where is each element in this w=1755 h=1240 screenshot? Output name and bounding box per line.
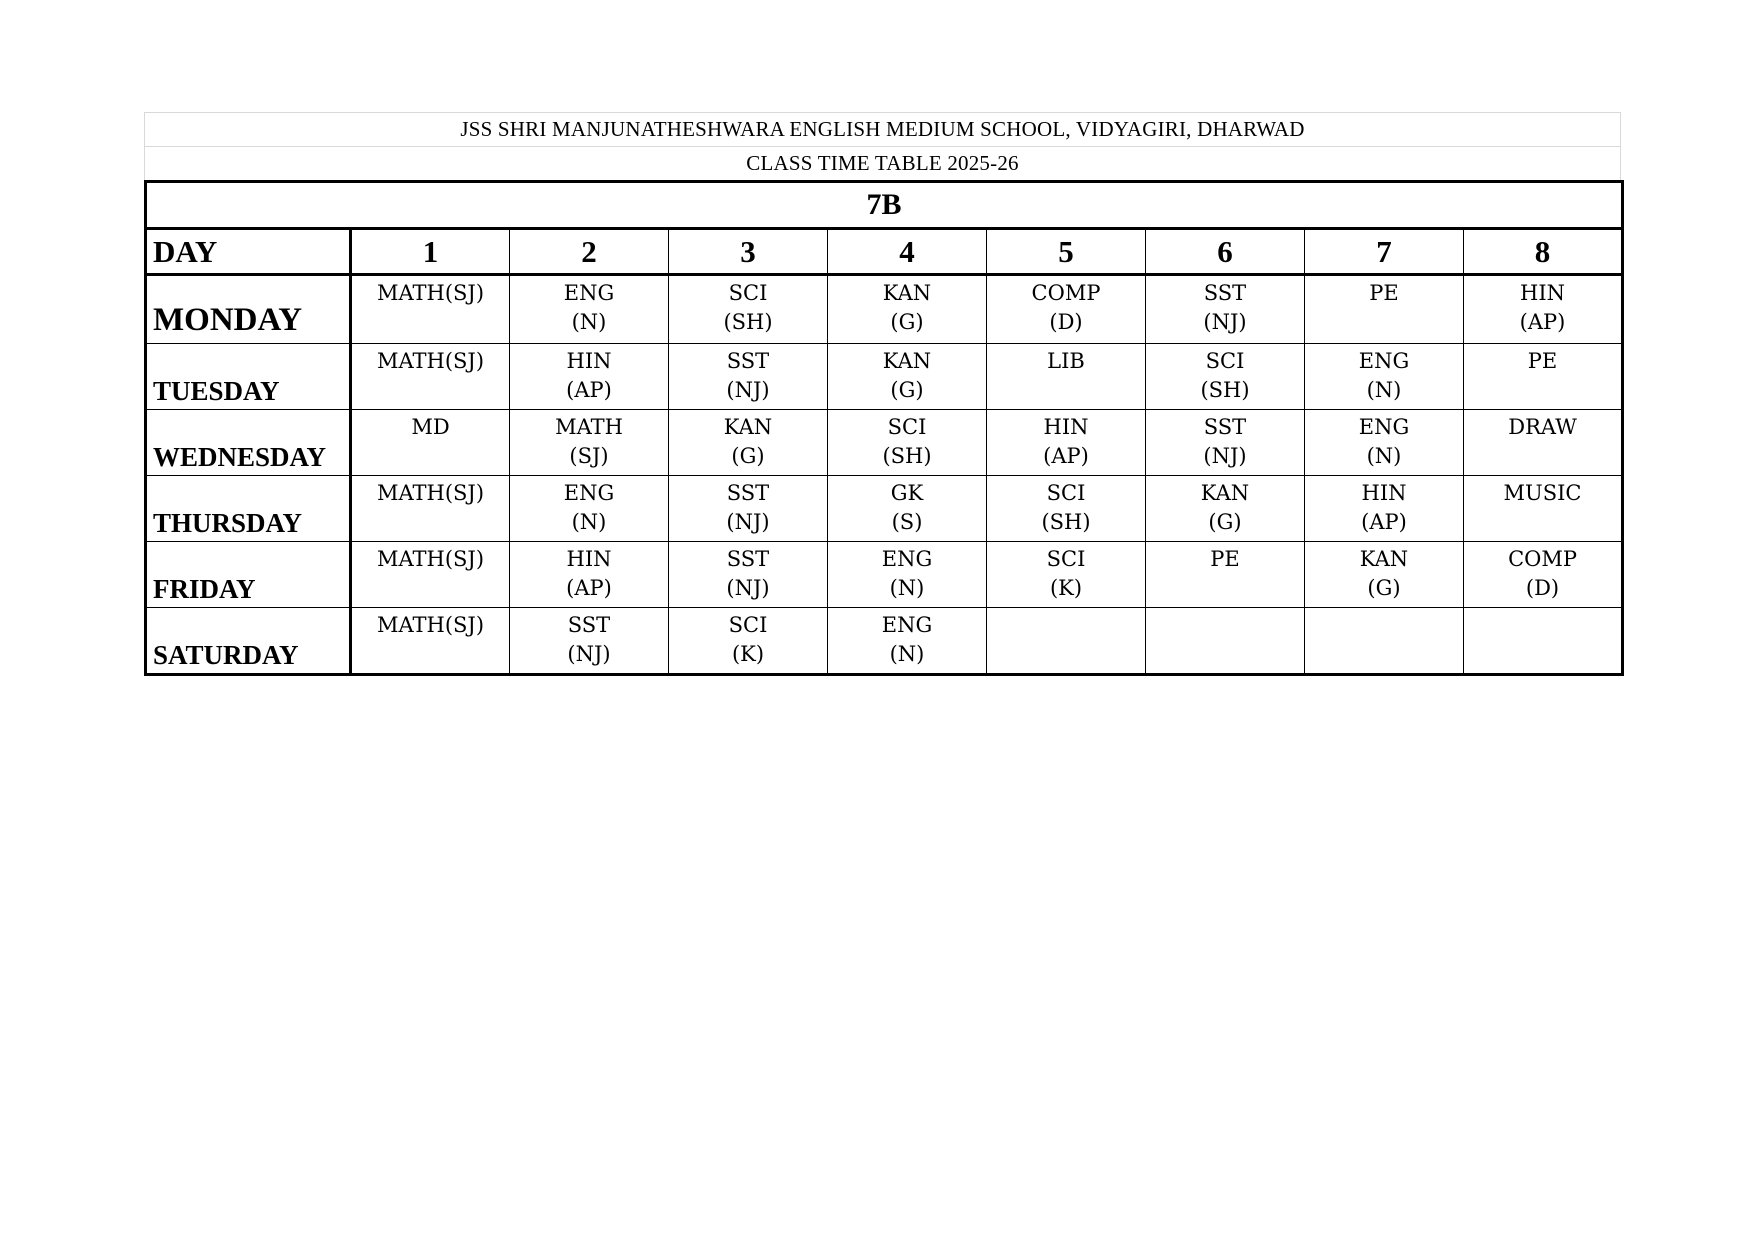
teacher: (D) — [1049, 310, 1083, 334]
teacher: (AP) — [1519, 310, 1566, 334]
subject: KAN — [723, 415, 773, 439]
period-cell — [1305, 476, 1464, 542]
subject: MATH(SJ) — [376, 349, 485, 373]
subject: SCI — [1046, 481, 1086, 505]
table-row — [146, 476, 1623, 542]
teacher: (G) — [731, 444, 765, 468]
subject: SST — [1203, 415, 1247, 439]
period-cell — [1305, 608, 1464, 675]
teacher: (G) — [1367, 576, 1401, 600]
period-cell — [1146, 608, 1305, 675]
day-name: TUESDAY — [146, 344, 351, 410]
subject: PE — [1210, 547, 1240, 571]
subject: MATH(SJ) — [376, 281, 485, 305]
teacher: (AP) — [566, 378, 612, 402]
period-cell — [669, 476, 828, 542]
teacher: (NJ) — [726, 378, 770, 402]
subject: SST — [726, 547, 770, 571]
period-header: 8 — [1464, 229, 1623, 275]
subject: HIN — [566, 547, 612, 571]
period-cell — [1464, 542, 1623, 608]
period-cell — [669, 542, 828, 608]
period-header: 6 — [1146, 229, 1305, 275]
period-cell — [351, 410, 510, 476]
table-row — [146, 410, 1623, 476]
teacher: (N) — [889, 576, 925, 600]
period-cell — [1146, 275, 1305, 344]
period-cell — [1464, 344, 1623, 410]
day-name: MONDAY — [146, 275, 351, 344]
teacher: (G) — [1208, 510, 1242, 534]
period-cell — [669, 608, 828, 675]
teacher: (S) — [891, 510, 923, 534]
day-name: THURSDAY — [146, 476, 351, 542]
period-cell — [987, 410, 1146, 476]
subject: MATH(SJ) — [376, 547, 485, 571]
period-cell — [1146, 410, 1305, 476]
period-cell — [1305, 275, 1464, 344]
period-cell — [987, 542, 1146, 608]
subject: SST — [726, 481, 770, 505]
teacher: (SH) — [723, 310, 773, 334]
subject: HIN — [1361, 481, 1407, 505]
subject: PE — [1369, 281, 1399, 305]
period-cell — [828, 410, 987, 476]
period-cell — [1146, 344, 1305, 410]
table-row — [146, 608, 1623, 675]
period-cell — [1305, 410, 1464, 476]
teacher: (NJ) — [1203, 310, 1247, 334]
teacher: (SJ) — [569, 444, 609, 468]
subject: SST — [726, 349, 770, 373]
period-cell — [987, 275, 1146, 344]
subject: SCI — [1046, 547, 1086, 571]
teacher: (K) — [731, 642, 765, 666]
period-cell — [828, 608, 987, 675]
period-cell — [669, 344, 828, 410]
period-header: 3 — [669, 229, 828, 275]
day-name: FRIDAY — [146, 542, 351, 608]
timetable-sheet — [144, 112, 1621, 676]
period-cell — [351, 476, 510, 542]
period-cell — [987, 476, 1146, 542]
period-cell — [828, 542, 987, 608]
period-cell — [1464, 410, 1623, 476]
period-cell — [1464, 476, 1623, 542]
day-name: SATURDAY — [146, 608, 351, 675]
header-row — [146, 229, 1623, 275]
subject: PE — [1527, 349, 1558, 373]
subject: HIN — [1520, 281, 1566, 305]
period-header: 7 — [1305, 229, 1464, 275]
period-cell — [828, 344, 987, 410]
teacher: (G) — [890, 378, 924, 402]
period-cell — [1464, 275, 1623, 344]
subject: ENG — [881, 547, 933, 571]
subject: LIB — [1047, 349, 1085, 373]
subject: ENG — [563, 481, 615, 505]
period-cell — [351, 542, 510, 608]
teacher: (AP) — [566, 576, 612, 600]
period-cell — [510, 542, 669, 608]
subject: COMP — [1508, 547, 1577, 571]
teacher: (AP) — [1361, 510, 1407, 534]
period-cell — [987, 608, 1146, 675]
subject: SCI — [728, 613, 768, 637]
period-header: 4 — [828, 229, 987, 275]
subject: ENG — [881, 613, 933, 637]
subject: DRAW — [1508, 415, 1577, 439]
day-name: WEDNESDAY — [146, 410, 351, 476]
period-cell — [669, 275, 828, 344]
teacher: (NJ) — [567, 642, 611, 666]
teacher: (N) — [1366, 444, 1402, 468]
subject: ENG — [1358, 415, 1410, 439]
subject: ENG — [563, 281, 615, 305]
subject: KAN — [882, 281, 932, 305]
subject: KAN — [1359, 547, 1409, 571]
period-cell — [669, 410, 828, 476]
day-column-header: DAY — [146, 229, 351, 275]
table-row — [146, 542, 1623, 608]
period-cell — [1464, 608, 1623, 675]
teacher: (SH) — [1041, 510, 1091, 534]
subject: MATH(SJ) — [376, 481, 485, 505]
timetable — [144, 180, 1624, 676]
subject: COMP — [1031, 281, 1101, 305]
teacher: (K) — [1049, 576, 1083, 600]
teacher: (NJ) — [726, 510, 770, 534]
teacher: (NJ) — [1203, 444, 1247, 468]
teacher: (SH) — [1200, 378, 1250, 402]
period-cell — [351, 344, 510, 410]
period-header: 2 — [510, 229, 669, 275]
subject: SST — [1203, 281, 1247, 305]
subject: SCI — [1205, 349, 1245, 373]
teacher: (SH) — [882, 444, 932, 468]
period-cell — [1305, 344, 1464, 410]
teacher: (AP) — [1043, 444, 1089, 468]
subject: HIN — [566, 349, 612, 373]
class-name: 7B — [146, 182, 1623, 229]
subject: MATH — [555, 415, 623, 439]
subject: SCI — [728, 281, 768, 305]
subject: SST — [567, 613, 611, 637]
subject: KAN — [1200, 481, 1250, 505]
period-cell — [510, 344, 669, 410]
subject: SCI — [887, 415, 927, 439]
period-cell — [351, 275, 510, 344]
period-cell — [1305, 542, 1464, 608]
period-cell — [1146, 542, 1305, 608]
period-cell — [510, 410, 669, 476]
school-name: JSS SHRI MANJUNATHESHWARA ENGLISH MEDIUM SCHOOL, VIDYAGIRI, DHARWAD — [144, 112, 1621, 146]
teacher: (N) — [571, 310, 607, 334]
table-row — [146, 344, 1623, 410]
teacher: (D) — [1525, 576, 1560, 600]
subject: ENG — [1358, 349, 1410, 373]
period-header: 5 — [987, 229, 1146, 275]
subject: MD — [411, 415, 450, 439]
document-title: CLASS TIME TABLE 2025-26 — [144, 146, 1621, 180]
period-cell — [510, 476, 669, 542]
period-cell — [510, 608, 669, 675]
subject: MATH(SJ) — [376, 613, 485, 637]
period-header: 1 — [351, 229, 510, 275]
teacher: (G) — [890, 310, 924, 334]
teacher: (N) — [1366, 378, 1402, 402]
period-cell — [987, 344, 1146, 410]
period-cell — [351, 608, 510, 675]
subject: HIN — [1043, 415, 1089, 439]
teacher: (N) — [571, 510, 607, 534]
period-cell — [1146, 476, 1305, 542]
table-row — [146, 275, 1623, 344]
teacher: (N) — [889, 642, 925, 666]
period-cell — [828, 476, 987, 542]
subject: GK — [890, 481, 924, 505]
period-cell — [828, 275, 987, 344]
teacher: (NJ) — [726, 576, 770, 600]
subject: KAN — [882, 349, 932, 373]
period-cell — [510, 275, 669, 344]
subject: MUSIC — [1503, 481, 1582, 505]
